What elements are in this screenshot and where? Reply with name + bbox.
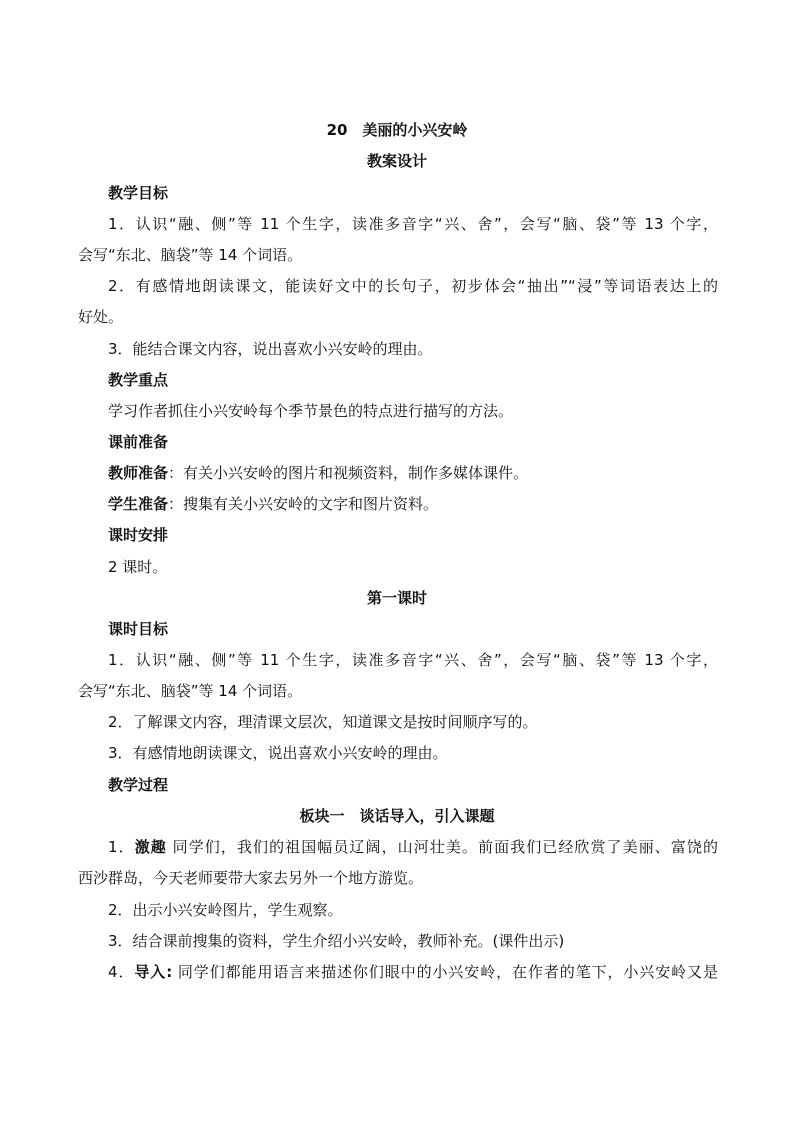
step-4-number: 4． <box>108 963 135 981</box>
step-1-line-1 <box>108 836 718 858</box>
step-1-number: 1． <box>108 838 135 856</box>
lesson-goal-2: 2．了解课文内容，理清课文层次，知道课文是按时间顺序写的。 <box>108 713 538 731</box>
student-preparation <box>108 493 718 515</box>
step-4-text: 同学们都能用语言来描述你们眼中的小兴安岭，在作者的笔下，小兴安岭又是 <box>172 963 718 981</box>
step-4-label: 导入: <box>134 963 173 981</box>
teacher-preparation-text: ：有关小兴安岭的图片和视频资料，制作多媒体课件。 <box>168 464 529 482</box>
block-1-title: 板块一 谈话导入，引入课题 <box>299 807 495 825</box>
lesson-subtitle: 教案设计 <box>366 152 427 170</box>
student-preparation-label: 学生准备 <box>108 495 169 513</box>
teacher-preparation-label: 教师准备 <box>108 464 169 482</box>
lesson-goal-3: 3．有感情地朗读课文，说出喜欢小兴安岭的理由。 <box>108 744 448 762</box>
lesson-goal-1-line-1: 1．认识“融、侧”等 11 个生字，读准多音字“兴、舍”，会写“脑、袋”等 13 个字， <box>108 651 718 669</box>
goals-heading: 教学目标 <box>108 184 169 202</box>
goal-item-2-line-1: 2．有感情地朗读课文，能读好文中的长句子，初步体会“抽出”“浸”等词语表达上的 <box>108 277 718 295</box>
goal-item-1-line-2: 会写“东北、脑袋”等 14 个词语。 <box>78 246 303 264</box>
key-points-heading: 教学重点 <box>108 371 169 389</box>
step-1-label: 激趣 <box>134 838 167 856</box>
goal-item-3: 3．能结合课文内容，说出喜欢小兴安岭的理由。 <box>108 340 433 358</box>
step-2: 2．出示小兴安岭图片，学生观察。 <box>108 901 343 919</box>
first-lesson-title: 第一课时 <box>366 589 427 607</box>
lesson-goal-1-line-2: 会写“东北、脑袋”等 14 个词语。 <box>78 682 303 700</box>
teacher-preparation <box>108 462 718 484</box>
step-1-text: 同学们，我们的祖国幅员辽阔，山河壮美。前面我们已经欣赏了美丽、富饶的 <box>166 838 718 856</box>
process-heading: 教学过程 <box>108 776 169 794</box>
step-3: 3．结合课前搜集的资料，学生介绍小兴安岭，教师补充。(课件出示) <box>108 932 565 950</box>
goal-item-1-line-1: 1．认识“融、侧”等 11 个生字，读准多音字“兴、舍”，会写“脑、袋”等 13 个字， <box>108 215 718 233</box>
step-4-line-1 <box>108 961 718 983</box>
preparation-heading: 课前准备 <box>108 433 169 451</box>
key-points-text: 学习作者抓住小兴安岭每个季节景色的特点进行描写的方法。 <box>108 402 514 420</box>
schedule-text: 2 课时。 <box>108 558 168 576</box>
step-1-line-2: 西沙群岛，今天老师要带大家去另外一个地方游览。 <box>78 869 424 887</box>
lesson-title: 20 美丽的小兴安岭 <box>326 121 468 139</box>
goal-item-2-line-2: 好处。 <box>78 308 124 326</box>
schedule-heading: 课时安排 <box>108 526 169 544</box>
lesson-goals-heading: 课时目标 <box>108 620 169 638</box>
student-preparation-text: ：搜集有关小兴安岭的文字和图片资料。 <box>168 495 439 513</box>
